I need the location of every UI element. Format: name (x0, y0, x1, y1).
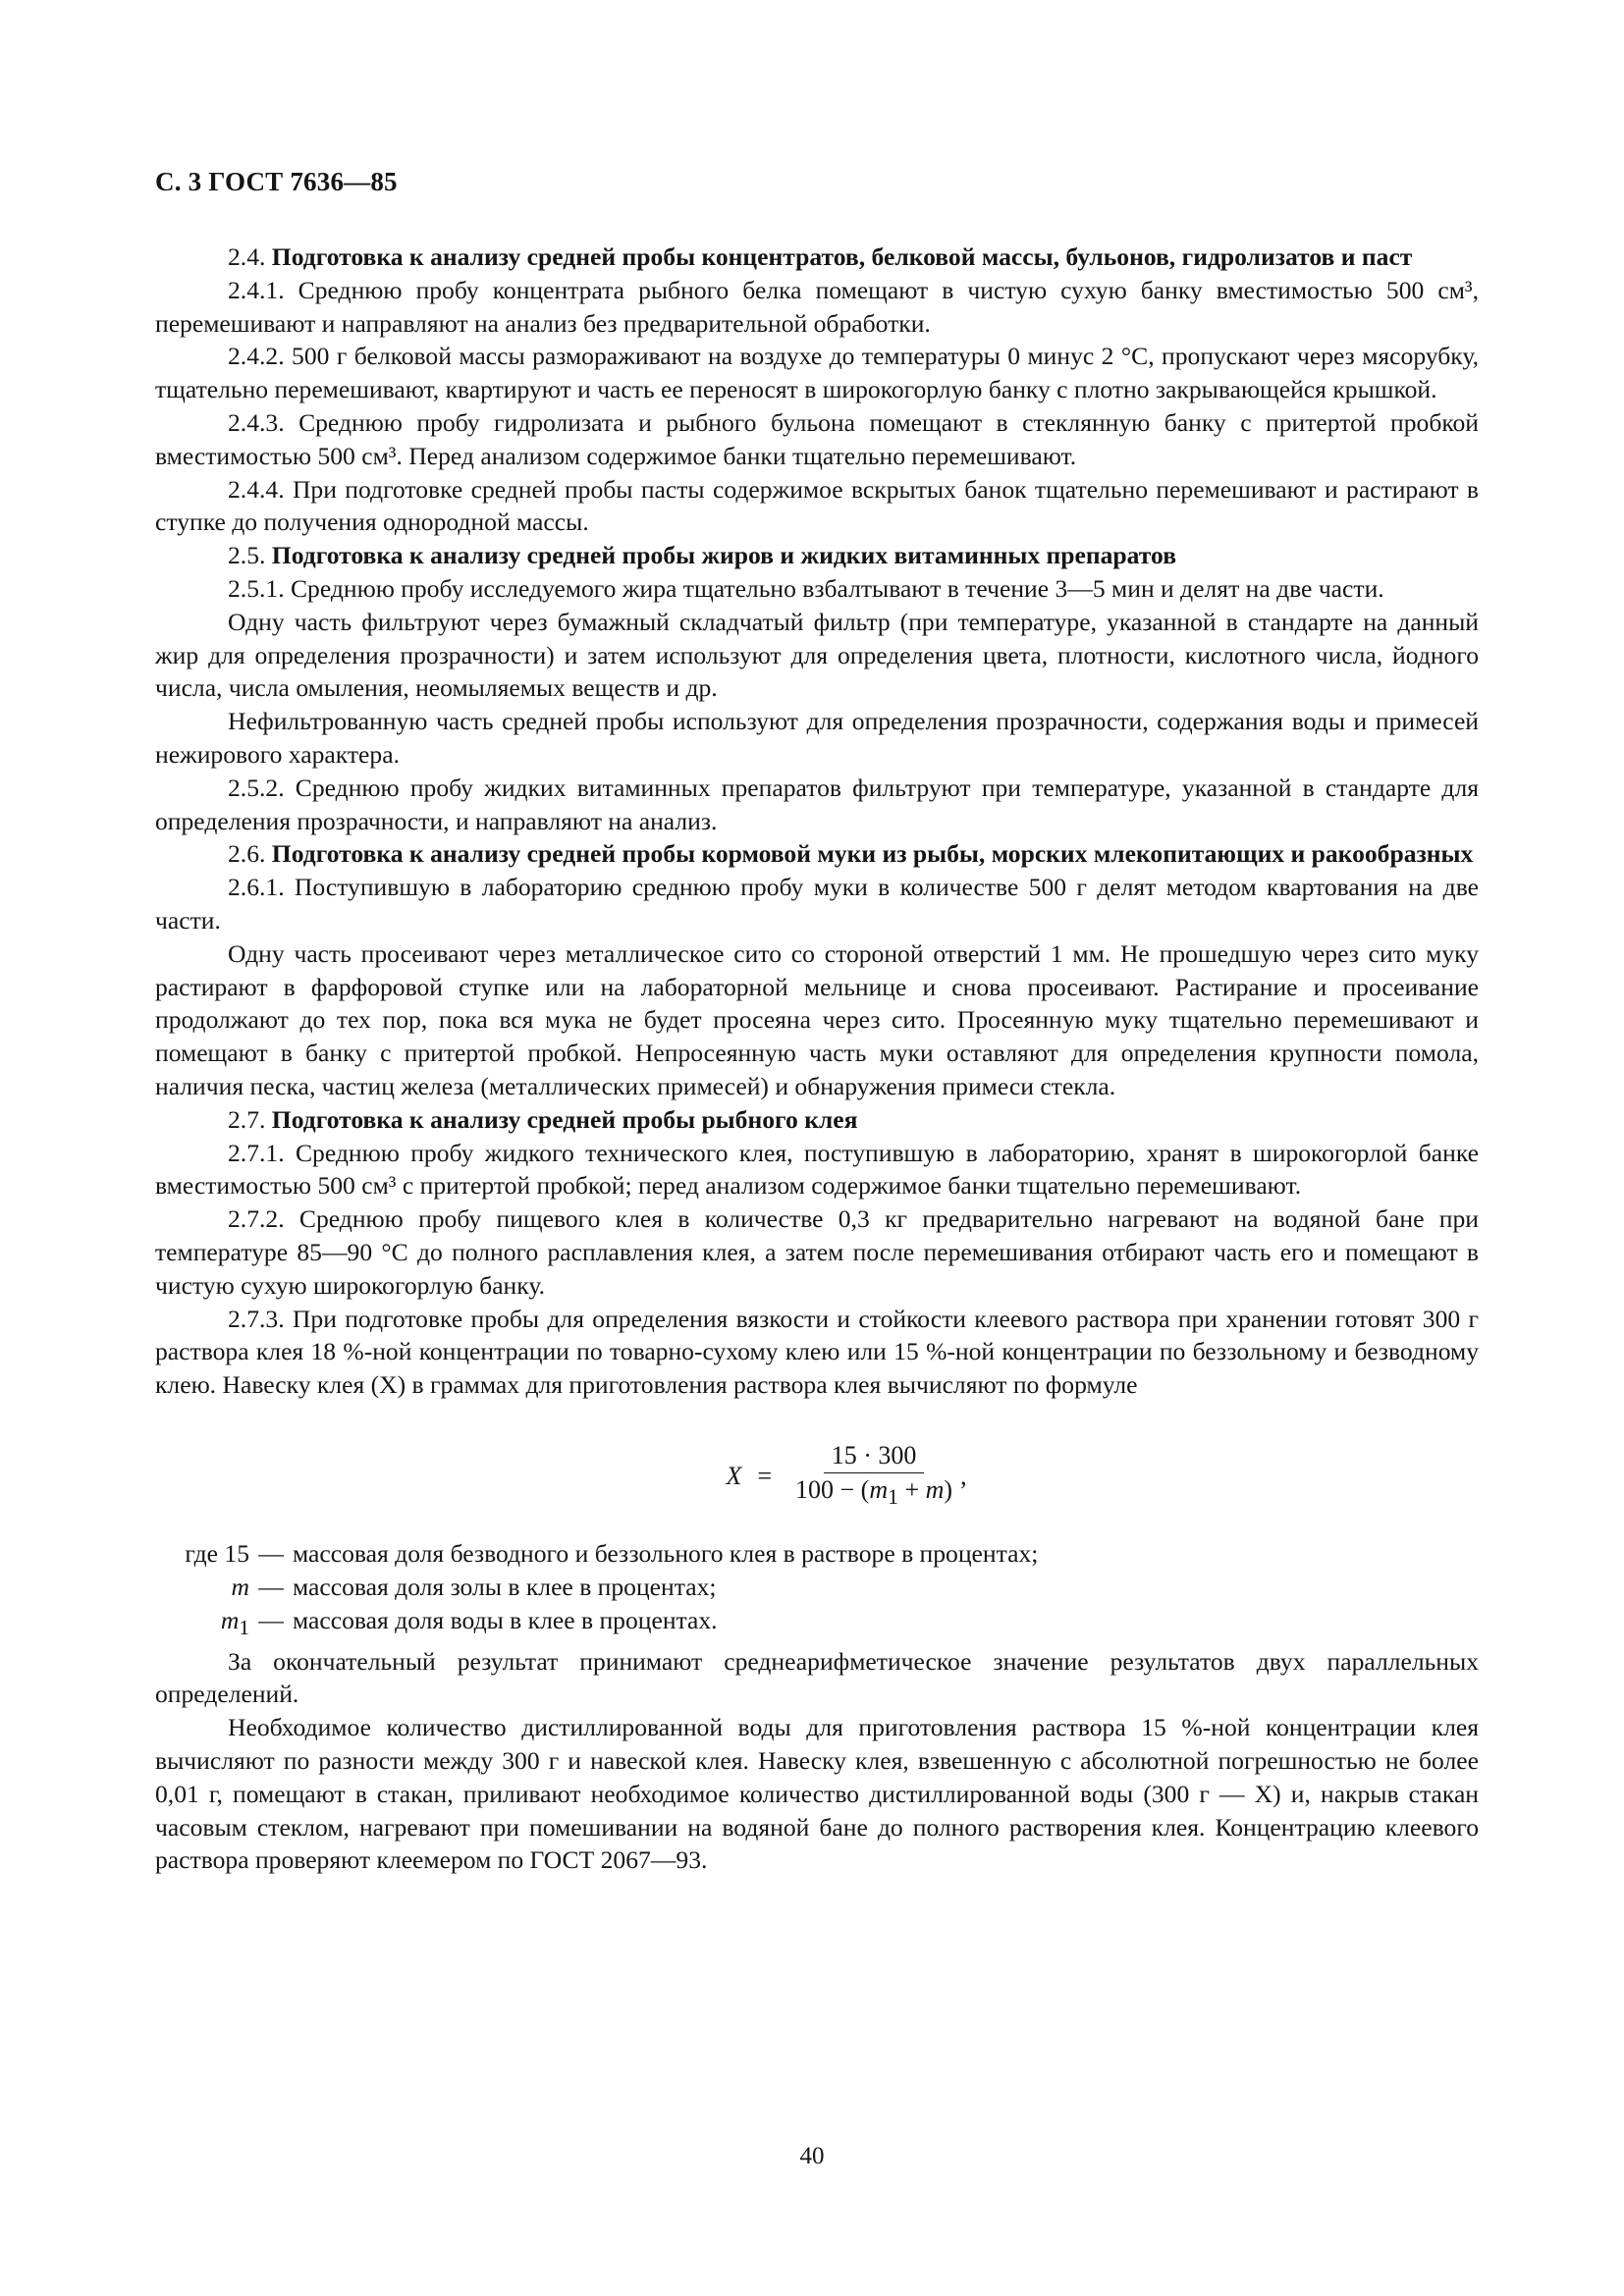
section-2-5-heading (155, 539, 1479, 572)
den-var-m1: m (869, 1474, 889, 1504)
den-part: 100 − ( (795, 1474, 870, 1504)
section-number: 2.6. (228, 839, 272, 869)
section-title: Подготовка к анализу средней пробы жиров и жидких витаминных препаратов (271, 541, 1177, 570)
paragraph-2-6-1: 2.6.1. Поступившую в лабораторию среднюю пробу муки в количестве 500 г делят методом квартования на две части. (155, 873, 1479, 934)
paragraph-2-5-1-a: Одну часть фильтруют через бумажный складчатый фильтр (при температуре, указанной в стандарте на данный жир для определения прозрачности) и затем используют для определения цвета, плотности, кислотного числа, йодного числа, числа омыления, неомыляемых веществ и др. (155, 607, 1479, 703)
section-title: Подготовка к анализу средней пробы кормовой муки из рыбы, морских млекопитающих и ракообразных (271, 839, 1474, 869)
paragraph-water: Необходимое количество дистиллированной воды для приготовления раствора 15 %-ной концентрации клея вычисляют по разности между 300 г и навеской клея. Навеску клея, взвешенную с абсолютной погрешностью не более 0,01 г, помещают в стакан, приливают необходимое количество дистиллированной воды (300 г — X) и, накрыв стакан часовым стеклом, нагревают при помешивании на водяной бане до полного растворения клея. Концентрацию клеевого раствора проверяют клеемером по ГОСТ 2067—93. (155, 1713, 1479, 1875)
section-2-7-heading (155, 1103, 1479, 1137)
legend-text: массовая доля воды в клее в процентах. (293, 1605, 718, 1634)
legend-dash: — (258, 1539, 284, 1569)
den-var-m: m (925, 1474, 945, 1504)
section-title: Подготовка к анализу средней пробы рыбного клея (271, 1104, 858, 1134)
den-close: ) (944, 1474, 953, 1504)
legend-dash: — (258, 1605, 284, 1634)
section-2-4-heading (155, 240, 1479, 274)
legend-row (155, 1537, 1479, 1571)
formula-tail: , (960, 1462, 967, 1491)
den-subscript: 1 (888, 1485, 898, 1510)
formula-equals: = (757, 1462, 772, 1491)
page-number: 40 (799, 2143, 825, 2169)
den-plus: + (897, 1474, 926, 1504)
legend-symbol (155, 1604, 249, 1645)
legend-row (155, 1604, 1479, 1645)
formula-legend (155, 1537, 1479, 1645)
document-body (155, 240, 1479, 1877)
legend-subscript: 1 (239, 1615, 249, 1639)
paragraph-2-4-4: 2.4.4. При подготовке средней пробы пасты содержимое вскрытых банок тщательно перемешивают и растирают в ступке до получения однородной массы. (155, 474, 1479, 537)
formula-numerator: 15 · 300 (824, 1441, 925, 1473)
legend-var: m (231, 1572, 249, 1601)
section-title: Подготовка к анализу средней пробы концентратов, белковой массы, бульонов, гидролизатов и паст (271, 242, 1413, 271)
paragraph-2-4-1: 2.4.1. Среднюю пробу концентрата рыбного белка помещают в чистую сухую банку вместимостью 500 см³, перемешивают и направляют на анализ без предварительной обработки. (155, 275, 1479, 338)
paragraph-2-5-2: 2.5.2. Среднюю пробу жидких витаминных препаратов фильтруют при температуре, указанной в стандарте для определения прозрачности, и направляют на анализ. (155, 773, 1479, 835)
legend-dash: — (258, 1572, 284, 1601)
paragraph-2-5-1: 2.5.1. Среднюю пробу исследуемого жира тщательно взбалтывают в течение 3—5 мин и делят на две части. (228, 573, 1384, 603)
paragraph-2-4-3: 2.4.3. Среднюю пробу гидролизата и рыбного бульона помещают в стеклянную банку с притертой пробкой вместимостью 500 см³. Перед анализом содержимое банки тщательно перемешивают. (155, 407, 1479, 470)
section-2-6-heading (155, 837, 1479, 871)
formula (155, 1441, 1479, 1512)
legend-symbol (155, 1571, 249, 1604)
legend-text: массовая доля безводного и беззольного клея в растворе в процентах; (293, 1539, 1039, 1569)
legend-symbol: где 15 (185, 1539, 249, 1569)
page-header: С. 3 ГОСТ 7636—85 (155, 167, 398, 196)
section-number: 2.7. (228, 1104, 272, 1134)
paragraph-2-7-1: 2.7.1. Среднюю пробу жидкого технического клея, поступившую в лабораторию, хранят в широкогорлой банке вместимостью 500 см³ с притертой пробкой; перед анализом содержимое банки тщательно перемешивают. (155, 1138, 1479, 1201)
paragraph-2-7-2: 2.7.2. Среднюю пробу пищевого клея в количестве 0,3 кг предварительно нагревают на водяной бане при температуре 85—90 °С до полного расплавления клея, а затем после перемешивания отбирают часть его и помещают в чистую сухую широкогорлую банку. (155, 1204, 1479, 1300)
legend-var: m (220, 1605, 240, 1634)
paragraph-2-4-2: 2.4.2. 500 г белковой массы размораживают на воздухе до температуры 0 минус 2 °С, пропускают через мясорубку, тщательно перемешивают, квартируют и часть ее переносят в широкогорлую банку с плотно закрывающейся крышкой. (155, 342, 1479, 404)
paragraph-2-5-1-b: Нефильтрованную часть средней пробы используют для определения прозрачности, содержания воды и примесей нежирового характера. (155, 707, 1479, 769)
formula-fraction (787, 1441, 960, 1512)
paragraph-result: За окончательный результат принимают среднеарифметическое значение результатов двух параллельных определений. (155, 1646, 1479, 1709)
section-number: 2.4. (228, 242, 272, 271)
formula-lhs: X (726, 1462, 742, 1491)
paragraph-2-6-1-a: Одну часть просеивают через металлическое сито со стороной отверстий 1 мм. Не прошедшую через сито муку растирают в фарфоровой ступке или на лабораторной мельнице и снова просеивают. Растирание и просеивание продолжают до тех пор, пока вся мука не будет просеяна через сито. Просеянную муку тщательно перемешивают и помещают в банку с притертой пробкой. Непросеянную часть муки оставляют для определения крупности помола, наличия песка, частиц железа (металлических примесей) и обнаружения примеси стекла. (155, 938, 1479, 1100)
paragraph-2-7-3: 2.7.3. При подготовке пробы для определения вязкости и стойкости клеевого раствора при хранении готовят 300 г раствора клея 18 %-ной концентрации по товарно-сухому клею или 15 %-ной концентрации по беззольному и безводному клею. Навеску клея (X) в граммах для приготовления раствора клея вычисляют по формуле (155, 1304, 1479, 1400)
legend-row (155, 1571, 1479, 1604)
section-number: 2.5. (228, 541, 272, 570)
formula-denominator (787, 1473, 960, 1512)
legend-text: массовая доля золы в клее в процентах; (293, 1572, 717, 1601)
